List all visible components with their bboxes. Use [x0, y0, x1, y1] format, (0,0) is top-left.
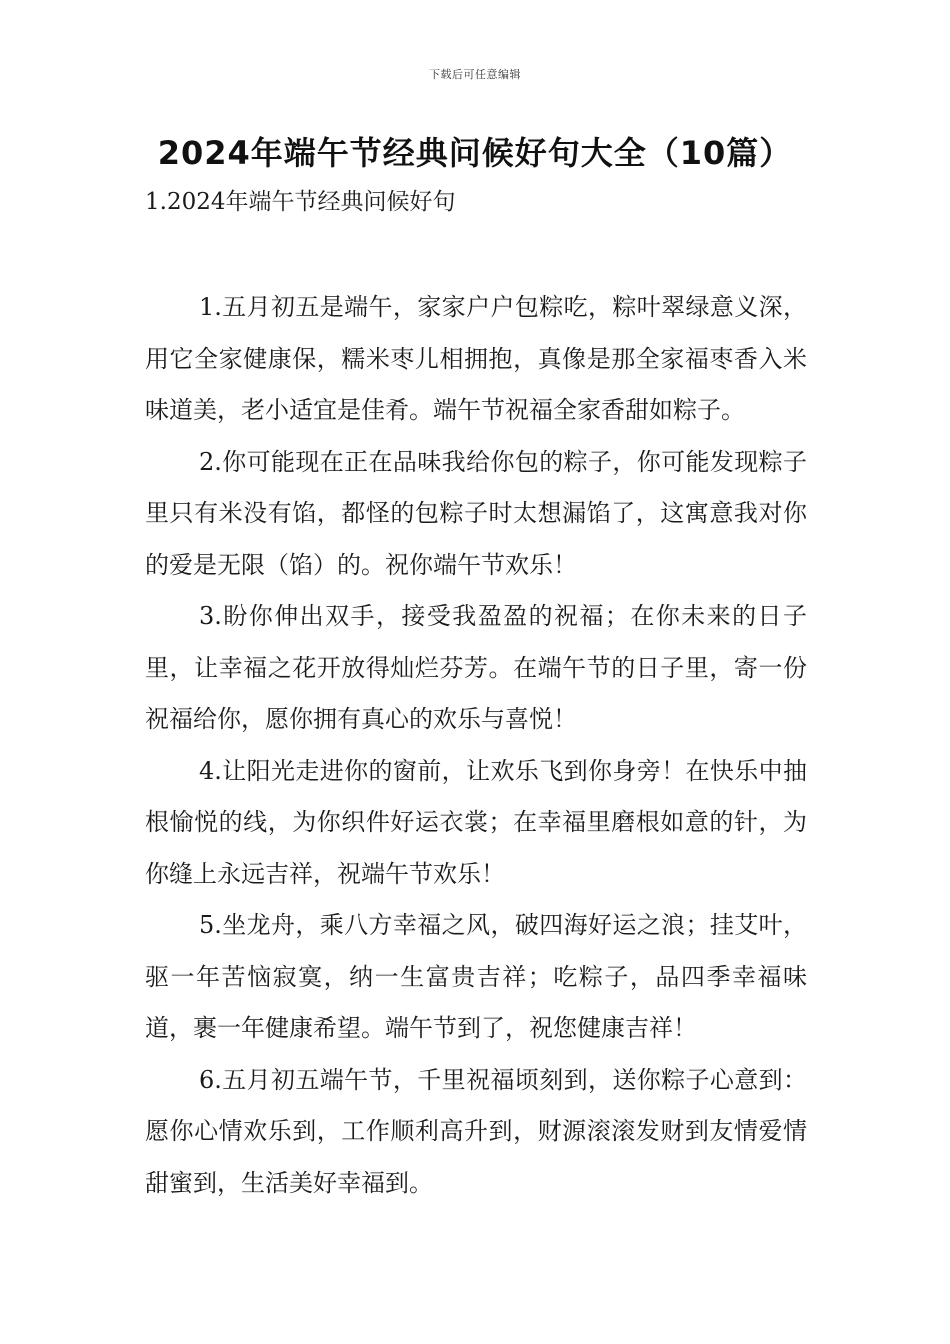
- paragraph-3: 3.盼你伸出双手，接受我盈盈的祝福；在你未来的日子里，让幸福之花开放得灿烂芬芳。在端午节的日子里，寄一份祝福给你，愿你拥有真心的欢乐与喜悦！: [145, 602, 807, 733]
- document-body: [145, 282, 807, 1209]
- document-title: 2024年端午节经典问候好句大全（10篇）: [157, 134, 793, 172]
- section-heading: 1.2024年端午节经典问候好句: [145, 189, 456, 215]
- paragraph-5: 5.坐龙舟，乘八方幸福之风，破四海好运之浪；挂艾叶，驱一年苦恼寂寞，纳一生富贵吉祥；吃粽子，品四季幸福味道，裹一年健康希望。端午节到了，祝您健康吉祥！: [145, 911, 807, 1042]
- paragraph-1: 1.五月初五是端午，家家户户包粽吃，粽叶翠绿意义深，用它全家健康保，糯米枣儿相拥抱，真像是那全家福枣香入米味道美，老小适宜是佳肴。端午节祝福全家香甜如粽子。: [145, 293, 807, 424]
- paragraph-2: 2.你可能现在正在品味我给你包的粽子，你可能发现粽子里只有米没有馅，都怪的包粽子时太想漏馅了，这寓意我对你的爱是无限（馅）的。祝你端午节欢乐！: [145, 447, 807, 579]
- paragraph-6: 6.五月初五端午节，千里祝福顷刻到，送你粽子心意到：愿你心情欢乐到，工作顺利高升到，财源滚滚发财到友情爱情甜蜜到，生活美好幸福到。: [145, 1065, 807, 1197]
- page-header-note: 下载后可任意编辑: [429, 68, 521, 81]
- paragraph-4: 4.让阳光走进你的窗前，让欢乐飞到你身旁！在快乐中抽根愉悦的线，为你织件好运衣裳；在幸福里磨根如意的针，为你缝上永远吉祥，祝端午节欢乐！: [145, 756, 807, 888]
